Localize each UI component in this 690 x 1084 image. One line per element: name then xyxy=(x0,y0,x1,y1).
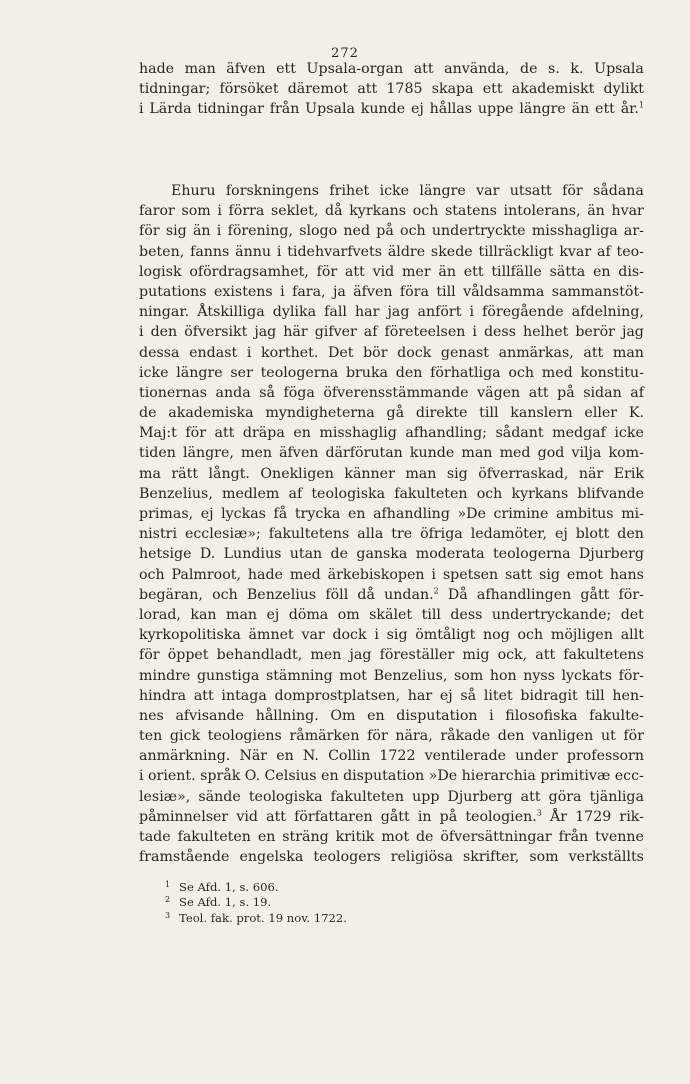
text-line: mindre gunstiga stämning mot Benzelius, som hon nyss lyckats för- xyxy=(139,667,644,684)
text-line: primas, ej lyckas få trycka en afhandling »De crimine ambitus mi- xyxy=(139,506,644,522)
text-line: framstående engelska teologers religiösa skrifter, som verkställts xyxy=(139,849,644,866)
text-line: hetsige D. Lundius utan de ganska moderata teologerna Djurberg xyxy=(139,546,644,563)
footnote-text: Se Afd. 1, s. 606. xyxy=(179,880,279,894)
text-line: i den öfversikt jag här gifver af företeelsen i dess helhet berör jag xyxy=(139,324,644,341)
text-line: Maj:t för att dräpa en misshaglig afhandling; sådant medgaf icke xyxy=(139,425,644,442)
text-line: tiden längre, men äfven därförutan kunde man med god vilja kom- xyxy=(139,445,644,462)
footnote-number: 1 xyxy=(165,880,171,889)
footnotes xyxy=(165,880,347,926)
text-line: tade fakulteten en sträng kritik mot de öfversättningar från tvenne xyxy=(139,829,644,845)
text-line: Benzelius, medlem af teologiska fakulteten och kyrkans blifvande xyxy=(139,485,644,502)
page-number: 272 xyxy=(331,46,359,61)
footnote-number: 3 xyxy=(165,910,171,920)
text-line: i Lärda tidningar från Upsala kunde ej hållas uppe längre än ett år.$^1$ xyxy=(139,100,644,118)
text-line: för öppet behandladt, men jag föreställer mig ock, att fakultetens xyxy=(139,647,644,664)
text-line: tionernas anda så föga öfverensstämmande vägen att på sidan af xyxy=(139,384,644,401)
text-line: i orient. språk O. Celsius en disputation »De hierarchia primitivæ ecc- xyxy=(139,768,644,785)
text-line: ten gick teologiens råmärken för nära, råkade den vanligen ut för xyxy=(139,728,644,745)
text-line: tidningar; försöket däremot att 1785 skapa ett akademiskt dylikt xyxy=(139,81,644,98)
text-line: putations existens i fara, ja äfven föra till våldsamma sammanstöt- xyxy=(139,283,644,300)
text-line: ningar. Åtskilliga dylika fall har jag anfört i föregående afdelning, xyxy=(139,304,644,321)
text-line: anmärkning. När en N. Collin 1722 ventilerade under professorn xyxy=(139,748,644,765)
text-line: de akademiska myndigheterna gå direkte till kanslern eller K. xyxy=(139,405,644,422)
text-line: och Palmroot, hade med ärkebiskopen i spetsen satt sig emot hans xyxy=(139,566,644,583)
text-line: kyrkopolitiska ämnet var dock i sig ömtåligt nog och möjligen allt xyxy=(139,627,644,644)
paragraph-2 xyxy=(139,181,644,867)
text-line: hade man äfven ett Upsala-organ att använda, de s. k. Upsala xyxy=(139,61,644,77)
paragraph-1 xyxy=(139,59,644,120)
text-line: nes afvisande hållning. Om en disputation i filosofiska fakulte- xyxy=(139,707,644,724)
text-line: Ehuru forskningens frihet icke längre var utsatt för sådana xyxy=(171,183,644,199)
text-line: logisk ofördragsamhet, för att vid mer än ett tillfälle sätta en dis- xyxy=(139,263,644,280)
footnote-number: 2 xyxy=(165,895,171,905)
footnote-text: Se Afd. 1, s. 19. xyxy=(179,895,272,910)
text-line: icke längre ser teologerna bruka den förhatliga och med konstitu- xyxy=(139,364,644,381)
footnote-item xyxy=(165,880,347,895)
text-line: lorad, kan man ej döma om skälet till dess undertryckande; det xyxy=(139,606,644,623)
text-line: för sig än i förening, slogo ned på och undertryckte misshagliga ar- xyxy=(139,223,644,240)
text-line: faror som i förra seklet, då kyrkans och statens intolerans, än hvar xyxy=(139,203,644,220)
text-line: hindra att intaga domprostplatsen, har ej så litet bidragit till hen- xyxy=(139,687,644,704)
text-line: dessa endast i korthet. Det bör dock genast anmärkas, att man xyxy=(139,344,644,361)
text-line: beten, fanns ännu i tidehvarfvets äldre skede tillräckligt kvar af teo- xyxy=(139,243,644,260)
text-line: påminnelser vid att författaren gått in på teologien.$^3$ År 1729 rik- xyxy=(139,808,644,825)
text-line: begäran, och Benzelius föll då undan.$^2$ Då afhandlingen gått för- xyxy=(139,586,644,603)
text-line: ma rätt långt. Onekligen känner man sig öfverraskad, när Erik xyxy=(139,465,644,482)
footnote-item xyxy=(165,895,347,910)
text-line: lesiæ», sände teologiska fakulteten upp Djurberg att göra tjänliga xyxy=(139,788,644,805)
footnote-text: Teol. fak. prot. 19 nov. 1722. xyxy=(179,910,347,925)
text-line: nistri ecclesiæ»; fakultetens alla tre öfriga ledamöter, ej blott den xyxy=(139,526,644,543)
footnote-item xyxy=(165,911,347,926)
